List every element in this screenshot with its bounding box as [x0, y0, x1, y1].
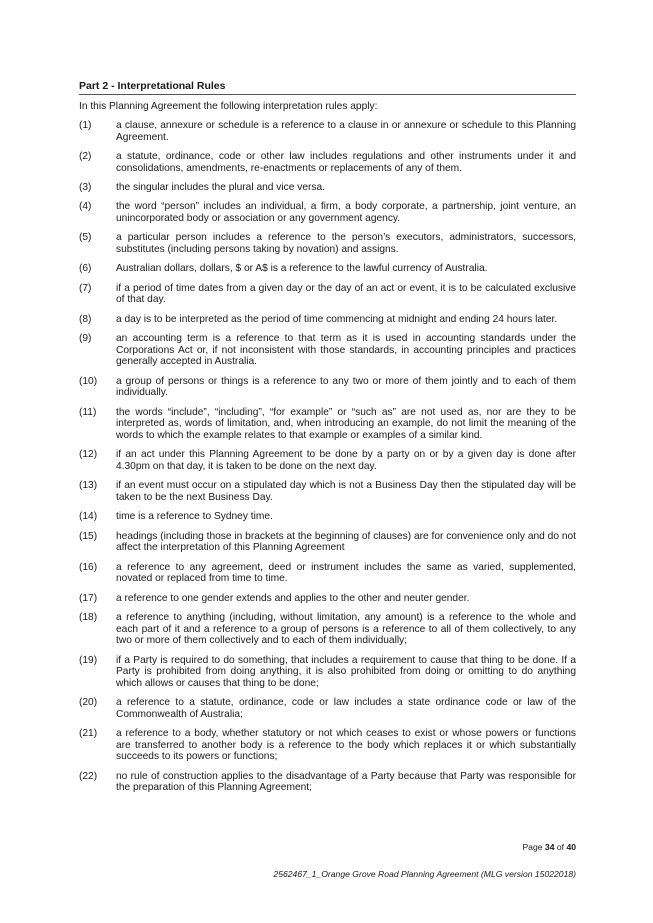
rule-item: [79, 697, 576, 720]
rule-item: [79, 562, 576, 585]
rule-item: [79, 511, 576, 523]
rule-number: (14): [79, 511, 98, 523]
page-of: of: [556, 842, 565, 852]
rule-number: (7): [79, 282, 92, 294]
rule-number: (5): [79, 232, 92, 244]
rule-text: a clause, annexure or schedule is a reference to a clause in or annexure or schedule to this Planning Agreement.: [116, 120, 576, 143]
document-reference: 2562467_1_Orange Grove Road Planning Agreement (MLG version 15022018): [273, 869, 576, 879]
rule-item: [79, 376, 576, 399]
rule-text: if an act under this Planning Agreement to be done by a party on or by a given day is done after 4.30pm on that day, it is taken to be done on the next day.: [116, 449, 576, 472]
rule-number: (10): [79, 375, 98, 387]
rule-number: (13): [79, 480, 98, 492]
section-heading: Part 2 - Interpretational Rules: [79, 80, 576, 95]
rule-number: (4): [79, 201, 92, 213]
rule-item: [79, 232, 576, 255]
rule-number: (2): [79, 150, 92, 162]
rule-item: [79, 201, 576, 224]
rule-text: an accounting term is a reference to that term as it is used in accounting standards under the Corporations Act or, if not inconsistent with those standards, in accounting principles and practices generally accepted in Australia.: [116, 333, 576, 368]
rule-text: no rule of construction applies to the disadvantage of a Party because that Party was responsible for the preparation of this Planning Agreement;: [116, 770, 576, 794]
rule-item: [79, 655, 576, 690]
rule-text: time is a reference to Sydney time.: [116, 511, 273, 523]
rule-number: (3): [79, 181, 92, 193]
rule-item: [79, 407, 576, 442]
rule-item: [79, 333, 576, 368]
rule-item: [79, 531, 576, 554]
rule-item: [79, 314, 576, 326]
rule-text: a reference to any agreement, deed or instrument includes the same as varied, supplemented, novated or replaced from time to time.: [116, 561, 576, 585]
rule-text: the singular includes the plural and vice versa.: [116, 181, 325, 193]
rule-text: a reference to a statute, ordinance, code or law includes a state ordinance code or law of the Commonwealth of Australia;: [116, 697, 576, 720]
rule-number: (1): [79, 120, 92, 131]
rule-item: [79, 480, 576, 503]
rule-item: [79, 120, 576, 143]
rule-number: (6): [79, 263, 92, 275]
page-label: Page: [522, 842, 543, 852]
rule-text: headings (including those in brackets at the beginning of clauses) are for convenience only and do not affect the interpretation of this Planning Agreement: [116, 530, 576, 554]
rule-number: (12): [79, 449, 98, 461]
rule-item: [79, 612, 576, 647]
rule-text: if a period of time dates from a given day or the day of an act or event, it is to be calculated exclusive of that day.: [116, 282, 576, 306]
page-current: 34: [544, 842, 555, 852]
rule-text: if a Party is required to do something, that includes a requirement to cause that thing to be done. If a Party is prohibited from doing anything, it is also prohibited from doing or omitting to do anything which allows or causes that thing to be done;: [116, 654, 576, 689]
rule-number: (8): [79, 313, 92, 325]
rule-text: a reference to one gender extends and applies to the other and neuter gender.: [116, 592, 470, 604]
rules-list: [79, 120, 576, 802]
rule-number: (9): [79, 333, 92, 345]
rule-text: a statute, ordinance, code or other law includes regulations and other instruments under it and consolidations, amendments, re-enactments or replacements of any of them.: [116, 150, 576, 174]
rule-text: a reference to a body, whether statutory or not which ceases to exist or whose powers or functions are transferred to another body is a reference to the body which replaces it or which substantially succeeds to its powers or functions;: [116, 728, 576, 763]
rule-text: if an event must occur on a stipulated day which is not a Business Day then the stipulated day will be taken to be the next Business Day.: [116, 480, 576, 503]
rule-number: (15): [79, 530, 98, 542]
rule-number: (16): [79, 561, 98, 573]
rule-text: the words “include”, “including”, “for example” or “such as” are not used as, nor are they to be interpreted as, words of limitation, and, when introducing an example, do not limit the meaning of the words to which the example relates to that example or examples of a similar kind.: [116, 406, 576, 441]
rule-number: (18): [79, 611, 98, 623]
rule-text: Australian dollars, dollars, $ or A$ is a reference to the lawful currency of Australia.: [116, 263, 488, 275]
page-number: [522, 842, 576, 852]
rule-text: a reference to anything (including, without limitation, any amount) is a reference to the whole and each part of it and a reference to a group of persons is a reference to all of them collectively, to any two or more of them collectively and to each of them individually;: [116, 611, 576, 647]
rule-number: (11): [79, 406, 97, 418]
page-total: 40: [566, 842, 576, 852]
rule-item: [79, 593, 576, 605]
rule-number: (17): [79, 592, 98, 604]
rule-number: (21): [79, 728, 98, 740]
rule-number: (20): [79, 697, 98, 709]
rule-item: [79, 151, 576, 174]
rule-item: [79, 283, 576, 306]
rule-item: [79, 728, 576, 763]
intro-text: In this Planning Agreement the following interpretation rules apply:: [79, 101, 378, 112]
rule-text: a group of persons or things is a reference to any two or more of them jointly and to each of them individually.: [116, 375, 576, 399]
rule-item: [79, 771, 576, 794]
rule-number: (19): [79, 654, 98, 666]
rule-item: [79, 263, 576, 275]
rule-text: a day is to be interpreted as the period of time commencing at midnight and ending 24 hours later.: [116, 313, 558, 325]
rule-text: the word “person” includes an individual, a firm, a body corporate, a partnership, joint venture, an unincorporated body or association or any government agency.: [116, 201, 576, 224]
rule-item: [79, 182, 576, 194]
rule-number: (22): [79, 770, 98, 782]
rule-item: [79, 449, 576, 472]
rule-text: a particular person includes a reference to the person’s executors, administrators, successors, substitutes (including persons taking by novation) and assigns.: [116, 232, 576, 255]
